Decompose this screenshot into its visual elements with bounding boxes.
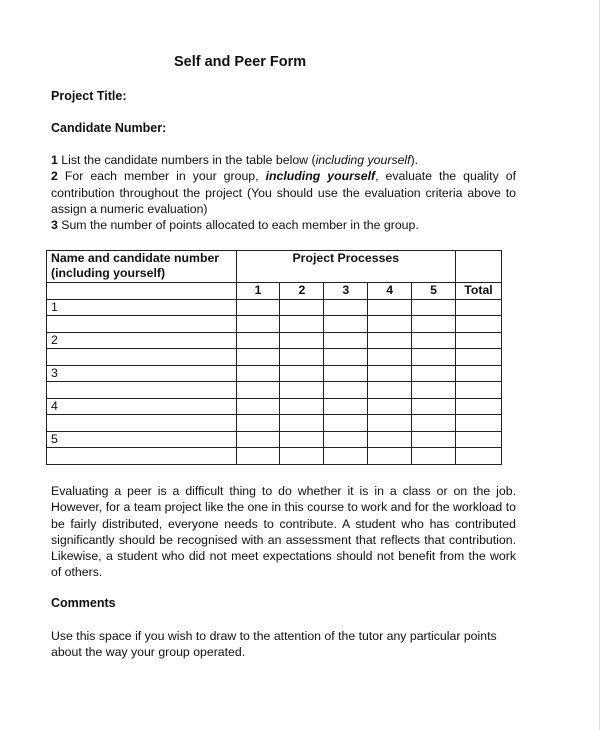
empty-header-cell: [47, 283, 237, 300]
name-header: Name and candidate number (including yourself): [47, 251, 237, 283]
table-row: [47, 431, 502, 448]
score-cell[interactable]: [280, 382, 324, 399]
score-cell[interactable]: [368, 382, 412, 399]
table-row: [47, 398, 502, 415]
table-row: [47, 299, 502, 316]
score-cell[interactable]: [236, 398, 280, 415]
total-cell[interactable]: [456, 332, 502, 349]
score-cell[interactable]: [324, 415, 368, 432]
total-cell[interactable]: [456, 448, 502, 465]
instruction-1: 1 List the candidate numbers in the table below (including yourself).: [51, 153, 419, 167]
score-cell[interactable]: [236, 365, 280, 382]
form-title: Self and Peer Form: [174, 54, 307, 70]
score-cell[interactable]: [324, 349, 368, 366]
total-cell[interactable]: [456, 316, 502, 333]
table-row: [47, 415, 502, 432]
score-cell[interactable]: [412, 398, 456, 415]
score-cell[interactable]: [236, 431, 280, 448]
score-cell[interactable]: [412, 332, 456, 349]
body-paragraph: Evaluating a peer is a difficult thing to do whether it is in a class or on the job. However, for a team project like the one in this course to work and for the workload to be fairly distributed, everyone needs to contribute. A student who has contributed significantly should be recognised with an assessment that reflects that contribution. Likewise, a student who did not meet expectations should not benefit from the work of others.: [51, 484, 516, 580]
process-col-1: 1: [236, 283, 280, 300]
score-cell[interactable]: [412, 316, 456, 333]
row-number: 4: [47, 398, 237, 415]
score-cell[interactable]: [236, 349, 280, 366]
score-cell[interactable]: [324, 398, 368, 415]
score-cell[interactable]: [280, 332, 324, 349]
score-cell[interactable]: [324, 316, 368, 333]
score-cell[interactable]: [280, 398, 324, 415]
process-col-4: 4: [368, 283, 412, 300]
score-cell[interactable]: [412, 431, 456, 448]
score-cell[interactable]: [368, 398, 412, 415]
peer-evaluation-table: [46, 250, 502, 465]
score-cell[interactable]: [280, 365, 324, 382]
table-row: [47, 332, 502, 349]
score-cell[interactable]: [324, 431, 368, 448]
name-cell[interactable]: [47, 316, 237, 333]
total-cell[interactable]: [456, 398, 502, 415]
score-cell[interactable]: [236, 332, 280, 349]
comments-label: Comments: [51, 596, 116, 610]
score-cell[interactable]: [236, 299, 280, 316]
score-cell[interactable]: [236, 415, 280, 432]
total-cell[interactable]: [456, 365, 502, 382]
row-number: 1: [47, 299, 237, 316]
total-cell[interactable]: [456, 415, 502, 432]
comments-text: Use this space if you wish to draw to the attention of the tutor any particular points about the way your group operated.: [51, 629, 497, 660]
total-cell[interactable]: [456, 382, 502, 399]
score-cell[interactable]: [412, 299, 456, 316]
table-row: [47, 316, 502, 333]
score-cell[interactable]: [368, 415, 412, 432]
total-header: Total: [456, 283, 502, 300]
project-processes-header: Project Processes: [236, 251, 455, 283]
candidate-number-label: Candidate Number:: [51, 121, 167, 135]
row-number: 2: [47, 332, 237, 349]
process-col-5: 5: [412, 283, 456, 300]
row-number: 3: [47, 365, 237, 382]
score-cell[interactable]: [280, 448, 324, 465]
project-title-label: Project Title:: [51, 89, 127, 103]
score-cell[interactable]: [280, 415, 324, 432]
score-cell[interactable]: [368, 299, 412, 316]
score-cell[interactable]: [368, 365, 412, 382]
name-cell[interactable]: [47, 448, 237, 465]
score-cell[interactable]: [324, 365, 368, 382]
process-col-3: 3: [324, 283, 368, 300]
score-cell[interactable]: [412, 365, 456, 382]
score-cell[interactable]: [368, 448, 412, 465]
score-cell[interactable]: [324, 448, 368, 465]
score-cell[interactable]: [236, 382, 280, 399]
score-cell[interactable]: [412, 382, 456, 399]
name-cell[interactable]: [47, 349, 237, 366]
name-cell[interactable]: [47, 415, 237, 432]
score-cell[interactable]: [368, 316, 412, 333]
row-number: 5: [47, 431, 237, 448]
instruction-2: 2 For each member in your group, including yourself, evaluate the quality of contribution throughout the project (You should use the evaluation criteria above to assign a numeric evaluation): [51, 169, 516, 216]
total-cell[interactable]: [456, 431, 502, 448]
score-cell[interactable]: [412, 415, 456, 432]
score-cell[interactable]: [412, 349, 456, 366]
instructions: [51, 152, 516, 233]
table-row: [47, 448, 502, 465]
table-row: [47, 382, 502, 399]
score-cell[interactable]: [280, 431, 324, 448]
score-cell[interactable]: [324, 382, 368, 399]
total-cell[interactable]: [456, 299, 502, 316]
table-row: [47, 365, 502, 382]
score-cell[interactable]: [236, 316, 280, 333]
score-cell[interactable]: [368, 332, 412, 349]
score-cell[interactable]: [324, 332, 368, 349]
score-cell[interactable]: [236, 448, 280, 465]
score-cell[interactable]: [368, 349, 412, 366]
score-cell[interactable]: [324, 299, 368, 316]
table-row: [47, 349, 502, 366]
empty-header-cell: [456, 251, 502, 283]
score-cell[interactable]: [280, 316, 324, 333]
score-cell[interactable]: [280, 299, 324, 316]
score-cell[interactable]: [280, 349, 324, 366]
process-col-2: 2: [280, 283, 324, 300]
score-cell[interactable]: [412, 448, 456, 465]
instruction-3: 3 Sum the number of points allocated to each member in the group.: [51, 218, 419, 233]
total-cell[interactable]: [456, 349, 502, 366]
name-cell[interactable]: [47, 382, 237, 399]
score-cell[interactable]: [368, 431, 412, 448]
